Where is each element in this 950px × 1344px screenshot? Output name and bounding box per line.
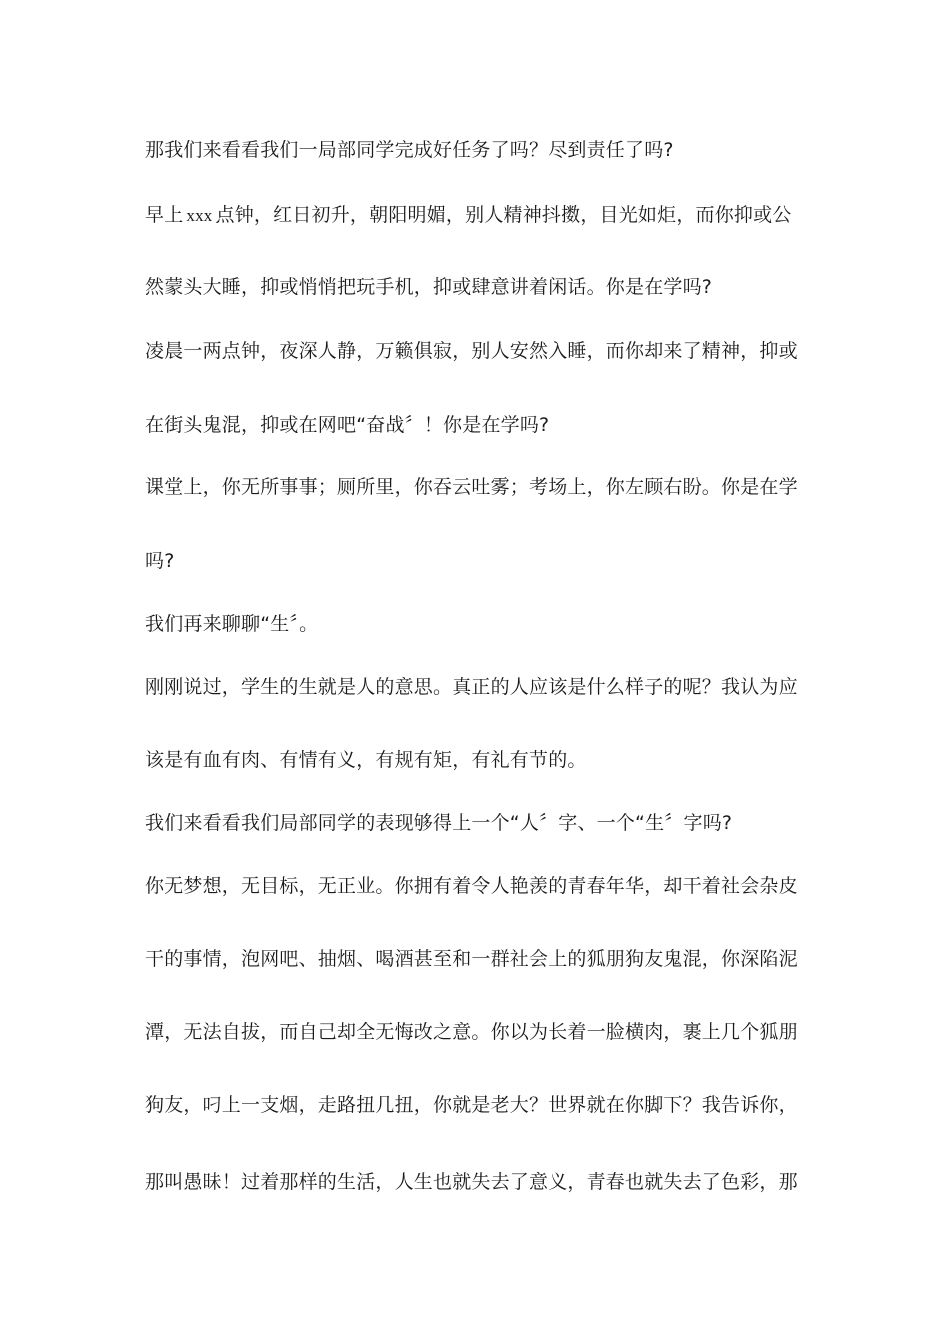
text-line: 干的事情，泡网吧、抽烟、喝酒甚至和一群社会上的狐朋狗友鬼混，你深陷泥 [145, 948, 798, 970]
text-line: 狗友，叼上一支烟，走路扭几扭，你就是老大？世界就在你脚下？我告诉你， [145, 1094, 798, 1116]
text-line: 潭，无法自拔，而自己却全无悔改之意。你以为长着一脸横肉，裹上几个狐朋 [145, 1021, 798, 1043]
text-line: 该是有血有肉、有情有义，有规有矩，有礼有节的。 [145, 749, 587, 771]
placeholder-text: xxx [186, 206, 213, 225]
text-line: 课堂上，你无所事事；厕所里，你吞云吐雾；考场上，你左顾右盼。你是在学 [145, 476, 798, 498]
text-line: 我们来看看我们局部同学的表现够得上一个“人〞字、一个“生〞字吗? [145, 812, 733, 834]
text-fragment: 点钟，红日初升，朝阳明媚，别人精神抖擞，目光如炬，而你抑或公 [215, 204, 792, 226]
text-line: 吗? [145, 550, 175, 572]
text-line: 然蒙头大睡，抑或悄悄把玩手机，抑或肆意讲着闲话。你是在学吗? [145, 276, 713, 298]
text-line: 我们再来聊聊“生〞。 [145, 613, 319, 635]
text-line: 那我们来看看我们一局部同学完成好任务了吗？尽到责任了吗? [145, 139, 674, 161]
text-line: 那叫愚昧！过着那样的生活，人生也就失去了意义，青春也就失去了色彩，那 [145, 1171, 798, 1193]
text-fragment: 早上 [145, 204, 184, 226]
text-line: 凌晨一两点钟，夜深人静，万籁俱寂，别人安然入睡，而你却来了精神，抑或 [145, 340, 798, 362]
text-line [145, 201, 805, 230]
text-line: 在街头鬼混，抑或在网吧“奋战〞！你是在学吗? [145, 414, 550, 436]
text-line: 刚刚说过，学生的生就是人的意思。真正的人应该是什么样子的呢？我认为应 [145, 676, 798, 698]
text-line: 你无梦想，无目标，无正业。你拥有着令人艳羡的青春年华，却干着社会杂皮 [145, 875, 798, 897]
